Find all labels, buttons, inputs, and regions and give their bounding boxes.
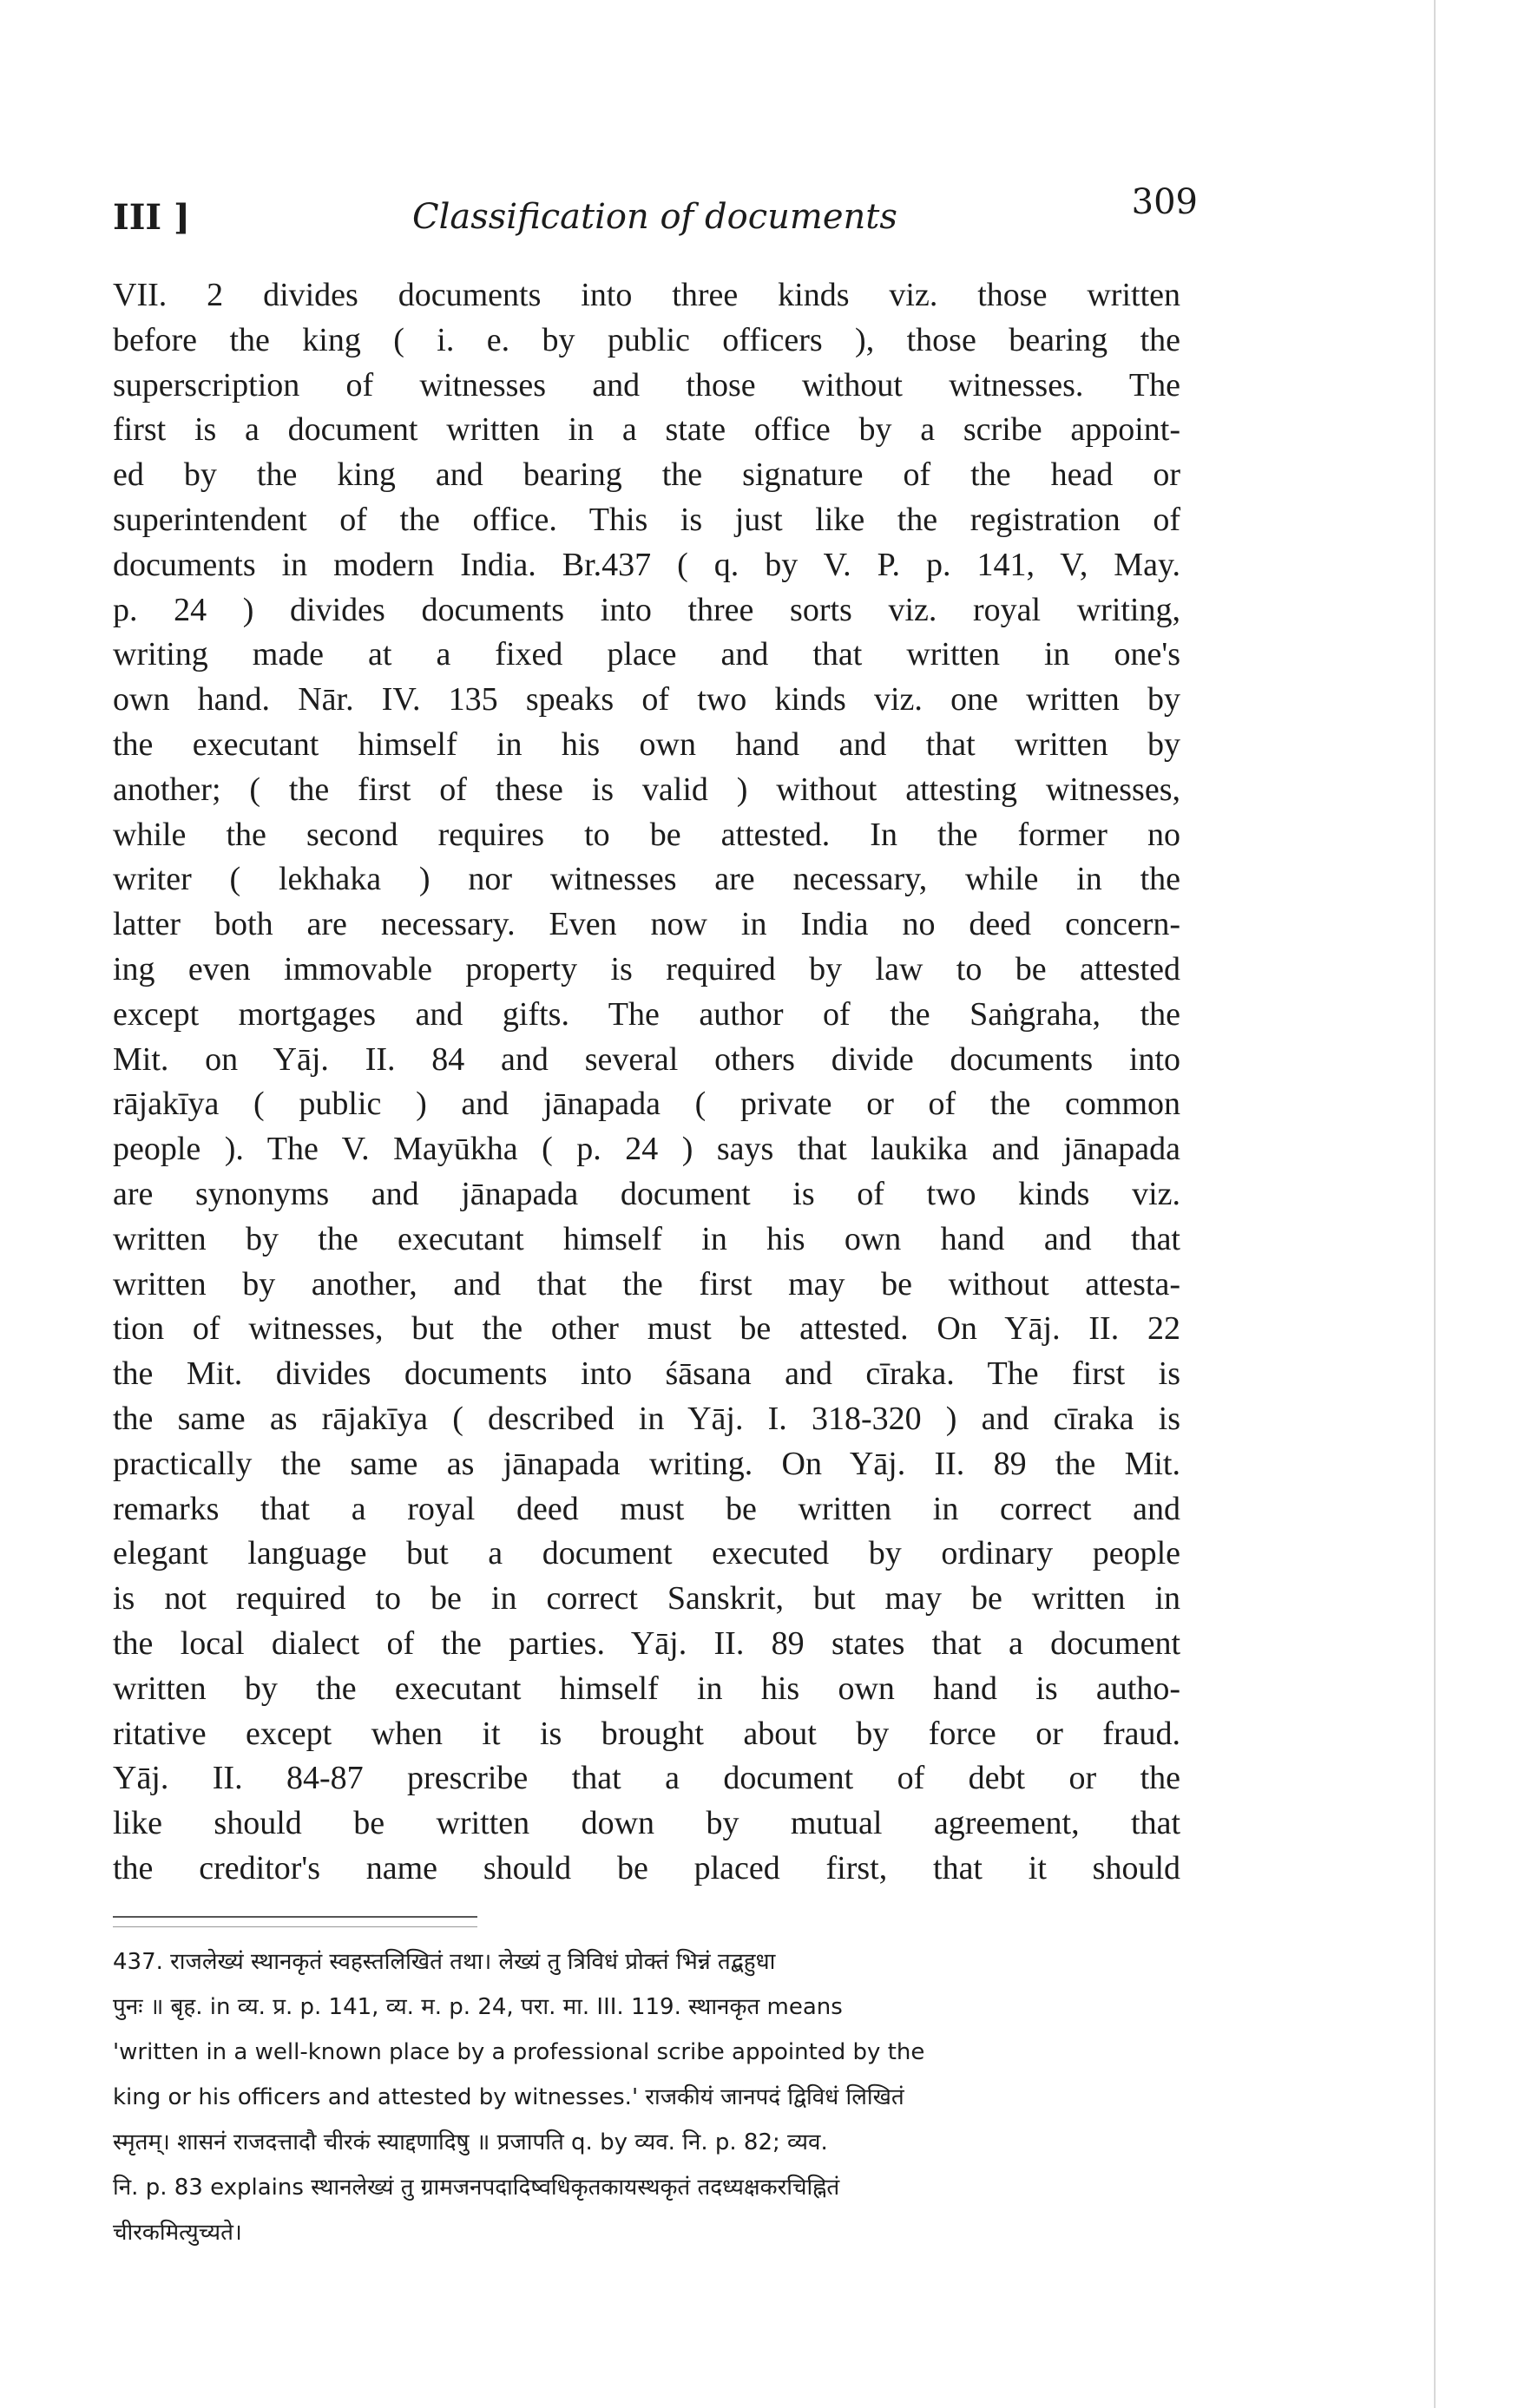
body-line: written by the executant himself in his own hand and that [113,1220,1180,1257]
body-line: written by another, and that the first may be without attesta- [113,1265,1180,1302]
running-title: Classification of documents [412,197,897,237]
body-line: before the king ( i. e. by public officers ), those bearing the [113,321,1180,358]
body-line: the local dialect of the parties. Yāj. II. 89 states that a document [113,1624,1180,1662]
running-header [113,178,1198,247]
body-line: another; ( the first of these is valid ) without attesting witnesses, [113,771,1180,808]
body-line: Yāj. II. 84-87 prescribe that a document of debt or the [113,1760,1180,1797]
body-line: is not required to be in correct Sanskrit, but may be written in [113,1580,1180,1617]
footnote-line: स्मृतम्। शासनं राजदत्तादौ चीरकं स्याद्दणादिषु ॥ प्रजापति q. by व्यव. नि. p. 82; व्यव. [113,2129,828,2155]
body-line: superintendent of the office. This is just like the registration of [113,501,1180,538]
body-line: first is a document written in a state office by a scribe appoint- [113,411,1180,449]
body-line: remarks that a royal deed must be written in correct and [113,1490,1180,1527]
body-line: p. 24 ) divides documents into three sorts viz. royal writing, [113,591,1180,628]
footnote-separator [113,1916,477,1927]
footnote-line: चीरकमित्युच्यते। [113,2219,242,2246]
body-line: writing made at a fixed place and that written in one's [113,636,1180,673]
body-line: latter both are necessary. Even now in India no deed concern- [113,906,1180,943]
body-line: the Mit. divides documents into śāsana and cīraka. The first is [113,1355,1180,1393]
book-page [113,178,1198,2255]
footnote-line: 'written in a well-known place by a professional scribe appointed by the [113,2038,925,2065]
body-line: practically the same as jānapada writing. On Yāj. II. 89 the Mit. [113,1445,1180,1482]
body-line: tion of witnesses, but the other must be attested. On Yāj. II. 22 [113,1310,1180,1348]
body-line: except mortgages and gifts. The author of the Saṅgraha, the [113,995,1180,1033]
body-line: own hand. Nār. IV. 135 speaks of two kinds viz. one written by [113,681,1180,718]
body-line: ing even immovable property is required by law to be attested [113,950,1180,987]
footnote-line: king or his officers and attested by witnesses.' राजकीयं जानपदं द्विविधं लिखितं [113,2083,904,2110]
body-line: ritative except when it is brought about by force or fraud. [113,1715,1180,1752]
page-edge-rule [1434,0,1436,2408]
footnote-line: नि. p. 83 explains स्थानलेख्यं तु ग्रामजनपदादिष्वधिकृतकायस्थकृतं तदध्यक्षकरचिह्नितं [113,2174,840,2201]
body-line: the executant himself in his own hand and that written by [113,725,1180,763]
body-line: ed by the king and bearing the signature of the head or [113,456,1180,494]
body-line: elegant language but a document executed by ordinary people [113,1535,1180,1572]
body-line: VII. 2 divides documents into three kinds viz. those written [113,277,1180,313]
body-line: superscription of witnesses and those without witnesses. The [113,366,1180,404]
body-line: writer ( lekhaka ) nor witnesses are necessary, while in the [113,861,1180,898]
body-line: written by the executant himself in his own hand is autho- [113,1670,1180,1707]
body-line: the same as rājakīya ( described in Yāj. I. 318-320 ) and cīraka is [113,1400,1180,1437]
body-line: people ). The V. Mayūkha ( p. 24 ) says that laukika and jānapada [113,1131,1180,1168]
body-text [113,273,1180,1892]
body-line: rājakīya ( public ) and jānapada ( private or of the common [113,1086,1180,1123]
footnote-line: 437. राजलेख्यं स्थानकृतं स्वहस्तलिखितं तथा। लेख्यं तु त्रिविधं प्रोक्तं भिन्नं तद्बहुधा [113,1948,776,1975]
body-line: documents in modern India. Br.437 ( q. by V. P. p. 141, V, May. [113,546,1180,583]
footnote-line: पुनः ॥ बृह. in व्य. प्र. p. 141, व्य. म. p. 24, परा. मा. III. 119. स्थानकृत means [113,1993,843,2020]
body-line: like should be written down by mutual agreement, that [113,1805,1180,1842]
body-line: are synonyms and jānapada document is of two kinds viz. [113,1175,1180,1212]
body-line: while the second requires to be attested. In the former no [113,816,1180,853]
body-line: Mit. on Yāj. II. 84 and several others divide documents into [113,1040,1180,1078]
page-number: 309 [1131,182,1198,222]
chapter-marker: III ] [113,197,190,238]
body-line: the creditor's name should be placed first, that it should [113,1849,1180,1886]
footnote-437 [113,1939,1180,2255]
